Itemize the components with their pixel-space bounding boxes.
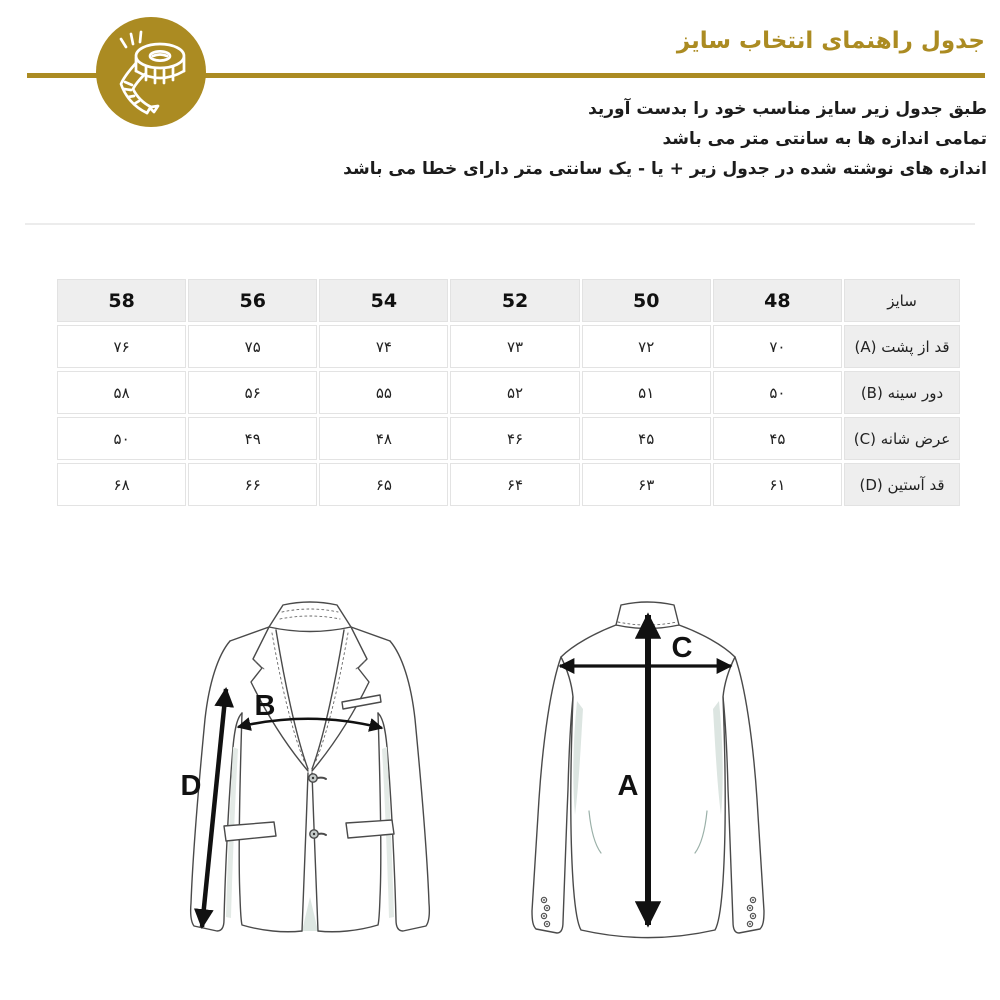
cell-value: ۶۸ xyxy=(57,463,186,506)
cell-value: ۷۰ xyxy=(713,325,842,368)
cell-value: ۶۴ xyxy=(450,463,579,506)
cell-value: ۴۵ xyxy=(582,417,711,460)
intro-line-1: طبق جدول زیر سایز مناسب خود را بدست آورید xyxy=(588,99,987,119)
cell-value: ۵۱ xyxy=(582,371,711,414)
cell-value: ۷۴ xyxy=(319,325,448,368)
table-row-sleeve xyxy=(57,463,960,506)
cell-value: ۵۵ xyxy=(319,371,448,414)
intro-text xyxy=(343,94,987,184)
cell-value: ۶۱ xyxy=(713,463,842,506)
cell-value: ۴۹ xyxy=(188,417,317,460)
measuring-tape-icon xyxy=(101,22,201,122)
table-row-back-length xyxy=(57,325,960,368)
cell-value: ۵۰ xyxy=(713,371,842,414)
measuring-tape-badge xyxy=(96,17,206,127)
cell-value: ۵۲ xyxy=(450,371,579,414)
intro-line-3: اندازه های نوشته شده در جدول زیر + یا - یک سانتی متر دارای خطا می باشد xyxy=(343,159,987,179)
shoulder-measure-label: C xyxy=(671,632,693,664)
size-corner-label: سایز xyxy=(844,279,960,322)
row-label-chest: دور سینه (B) xyxy=(844,371,960,414)
jacket-back-diagram xyxy=(525,599,775,939)
chest-measure-label: B xyxy=(254,690,276,722)
cell-value: ۷۳ xyxy=(450,325,579,368)
jacket-front-diagram xyxy=(180,597,440,937)
sleeve-measure-label: D xyxy=(180,770,202,802)
cell-value: ۵۸ xyxy=(57,371,186,414)
cell-value: ۷۶ xyxy=(57,325,186,368)
cell-value: ۶۳ xyxy=(582,463,711,506)
cell-value: ۶۵ xyxy=(319,463,448,506)
size-header: 58 xyxy=(57,279,186,322)
table-header-row xyxy=(57,279,960,322)
row-label-shoulder: عرض شانه (C) xyxy=(844,417,960,460)
size-table xyxy=(55,276,962,509)
cell-value: ۵۶ xyxy=(188,371,317,414)
row-label-back-length: قد از پشت (A) xyxy=(844,325,960,368)
size-header: 50 xyxy=(582,279,711,322)
size-header: 54 xyxy=(319,279,448,322)
table-row-chest xyxy=(57,371,960,414)
cell-value: ۵۰ xyxy=(57,417,186,460)
size-header: 56 xyxy=(188,279,317,322)
cell-value: ۶۶ xyxy=(188,463,317,506)
cell-value: ۴۸ xyxy=(319,417,448,460)
page-title: جدول راهنمای انتخاب سایز xyxy=(676,28,985,54)
row-label-sleeve: قد آستین (D) xyxy=(844,463,960,506)
size-header: 52 xyxy=(450,279,579,322)
intro-line-2: تمامی اندازه ها به سانتی متر می باشد xyxy=(662,129,987,149)
cell-value: ۷۵ xyxy=(188,325,317,368)
cell-value: ۴۵ xyxy=(713,417,842,460)
cell-value: ۴۶ xyxy=(450,417,579,460)
cell-value: ۷۲ xyxy=(582,325,711,368)
table-row-shoulder xyxy=(57,417,960,460)
size-table-container xyxy=(55,276,962,509)
back-length-measure-label: A xyxy=(617,770,639,802)
size-header: 48 xyxy=(713,279,842,322)
section-divider-line xyxy=(25,223,975,225)
